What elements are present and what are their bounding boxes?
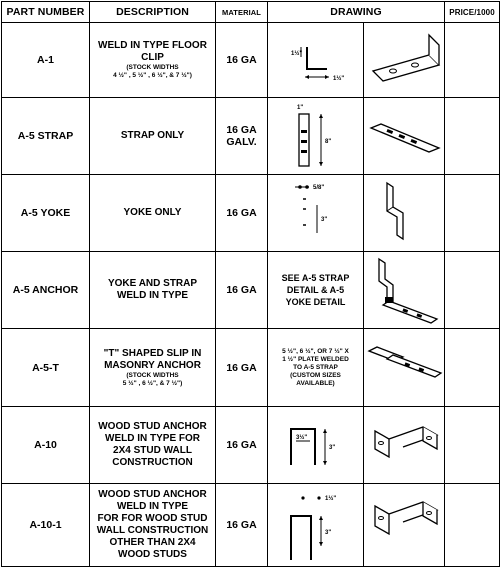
- dimension-label: 1½": [324, 496, 336, 502]
- description-cell: [90, 252, 216, 329]
- wood-stud-anchor-other-isometric-drawing: [365, 486, 444, 564]
- price-cell: [445, 252, 500, 329]
- description-cell: STRAP ONLY: [90, 98, 216, 175]
- header-row: [2, 2, 500, 23]
- wood-stud-anchor-dimension-drawing: [269, 409, 363, 481]
- dimension-label: 1½": [290, 51, 302, 57]
- anchor-catalog-table: [1, 1, 500, 567]
- header-description: DESCRIPTION: [90, 2, 216, 23]
- table-row: [2, 329, 500, 407]
- material-cell: 16 GA: [216, 407, 268, 484]
- header-drawing: DRAWING: [268, 2, 445, 23]
- isometric-drawing-cell: [364, 98, 445, 175]
- floor-clip-dimension-drawing: [269, 25, 363, 95]
- dimension-label: 8": [324, 139, 331, 145]
- dimension-label: 3": [320, 217, 327, 223]
- drawing-note-line: YOKE DETAIL: [285, 297, 346, 307]
- part-number-cell: A-5 YOKE: [2, 175, 90, 252]
- dimension-label: 1": [296, 105, 303, 111]
- strap-dimension-drawing: [269, 100, 363, 172]
- anchor-isometric-drawing: [365, 253, 444, 327]
- part-number-cell: A-5 STRAP: [2, 98, 90, 175]
- description-line: FOR FOR WOOD STUD: [97, 513, 208, 524]
- description-cell: [90, 407, 216, 484]
- dimension-label: 3": [324, 530, 331, 536]
- description-line: WOOD STUD ANCHOR: [98, 489, 207, 500]
- price-cell: [445, 484, 500, 567]
- dimension-label: 3½": [295, 435, 307, 441]
- price-cell: [445, 407, 500, 484]
- description-subnote: (STOCK WIDTHS: [126, 64, 179, 71]
- description-cell: [90, 329, 216, 407]
- part-number-cell: A-10-1: [2, 484, 90, 567]
- description-line: CONSTRUCTION: [112, 457, 193, 468]
- table-row: [2, 407, 500, 484]
- dimension-label: 1½": [332, 76, 344, 82]
- dimension-drawing-cell: [268, 23, 364, 98]
- description-line: WELD IN TYPE FLOOR: [98, 40, 207, 51]
- wood-stud-anchor-isometric-drawing: [365, 409, 444, 481]
- part-number-cell: A-5-T: [2, 329, 90, 407]
- drawing-note-line: (CUSTOM SIZES: [290, 371, 341, 379]
- drawing-note-line: 1 ½" PLATE WELDED: [282, 355, 349, 363]
- price-cell: [445, 329, 500, 407]
- material-cell: 16 GA: [216, 175, 268, 252]
- table-row: [2, 23, 500, 98]
- description-subnote: 5 ½" , 6 ½", & 7 ½"): [122, 379, 183, 387]
- header-material: MATERIAL: [216, 2, 268, 23]
- drawing-note-line: 5 ½", 6 ½", OR 7 ½" X: [282, 347, 349, 355]
- table-row: [2, 98, 500, 175]
- description-cell: YOKE ONLY: [90, 175, 216, 252]
- header-part-number: PART NUMBER: [2, 2, 90, 23]
- description-line: WELD IN TYPE FOR: [105, 433, 200, 444]
- material-cell: 16 GA: [216, 329, 268, 407]
- description-line: "T" SHAPED SLIP IN: [103, 347, 202, 359]
- description-line: WOOD STUD ANCHOR: [98, 421, 207, 432]
- material-cell: 16 GA: [216, 484, 268, 567]
- isometric-drawing-cell: [364, 252, 445, 329]
- table-row: [2, 252, 500, 329]
- floor-clip-isometric-drawing: [365, 25, 444, 95]
- drawing-note-line: DETAIL & A-5: [286, 285, 345, 295]
- description-cell: [90, 23, 216, 98]
- price-cell: [445, 23, 500, 98]
- drawing-note-line: AVAILABLE): [296, 379, 335, 387]
- yoke-isometric-drawing: [365, 177, 444, 249]
- yoke-dimension-drawing: [269, 177, 363, 249]
- description-line: YOKE AND STRAP: [107, 278, 198, 289]
- part-number-cell: A-10: [2, 407, 90, 484]
- description-line: MASONRY ANCHOR: [104, 359, 201, 371]
- isometric-drawing-cell: [364, 23, 445, 98]
- isometric-drawing-cell: [364, 175, 445, 252]
- drawing-note-cell: [268, 252, 364, 329]
- description-line: OTHER THAN 2X4: [109, 537, 196, 548]
- material-cell: 16 GA: [216, 252, 268, 329]
- drawing-note-cell: [268, 329, 364, 407]
- material-cell: [216, 98, 268, 175]
- t-anchor-isometric-drawing: [365, 331, 444, 405]
- price-cell: [445, 98, 500, 175]
- table-row: [2, 175, 500, 252]
- dimension-drawing-cell: [268, 484, 364, 567]
- material-cell: 16 GA: [216, 23, 268, 98]
- dimension-label: 3": [328, 445, 335, 451]
- description-line: WELD IN TYPE: [116, 290, 189, 301]
- dimension-drawing-cell: [268, 175, 364, 252]
- price-cell: [445, 175, 500, 252]
- description-subnote: (STOCK WIDTHS: [126, 371, 179, 379]
- strap-isometric-drawing: [365, 100, 444, 172]
- table-row: [2, 484, 500, 567]
- material-line: GALV.: [226, 136, 257, 148]
- part-number-cell: A-1: [2, 23, 90, 98]
- description-line: WELD IN TYPE: [116, 501, 189, 512]
- description-line: WOOD STUDS: [118, 549, 187, 560]
- isometric-drawing-cell: [364, 484, 445, 567]
- description-line: 2X4 STUD WALL: [113, 445, 192, 456]
- description-subnote: 4 ½" , 5 ½" , 6 ½", & 7 ½"): [113, 72, 192, 79]
- isometric-drawing-cell: [364, 407, 445, 484]
- description-cell: [90, 484, 216, 567]
- description-line: CLIP: [141, 52, 164, 63]
- dimension-drawing-cell: [268, 98, 364, 175]
- part-number-cell: A-5 ANCHOR: [2, 252, 90, 329]
- dimension-drawing-cell: [268, 407, 364, 484]
- drawing-note-line: TO A-5 STRAP: [293, 363, 338, 371]
- wood-stud-anchor-other-dimension-drawing: [269, 486, 363, 564]
- description-line: WALL CONSTRUCTION: [96, 525, 209, 536]
- dimension-label: 5/8": [312, 185, 324, 191]
- isometric-drawing-cell: [364, 329, 445, 407]
- drawing-note-line: SEE A-5 STRAP: [281, 273, 350, 283]
- material-line: 16 GA: [226, 124, 257, 136]
- header-price: PRICE/1000: [445, 2, 500, 23]
